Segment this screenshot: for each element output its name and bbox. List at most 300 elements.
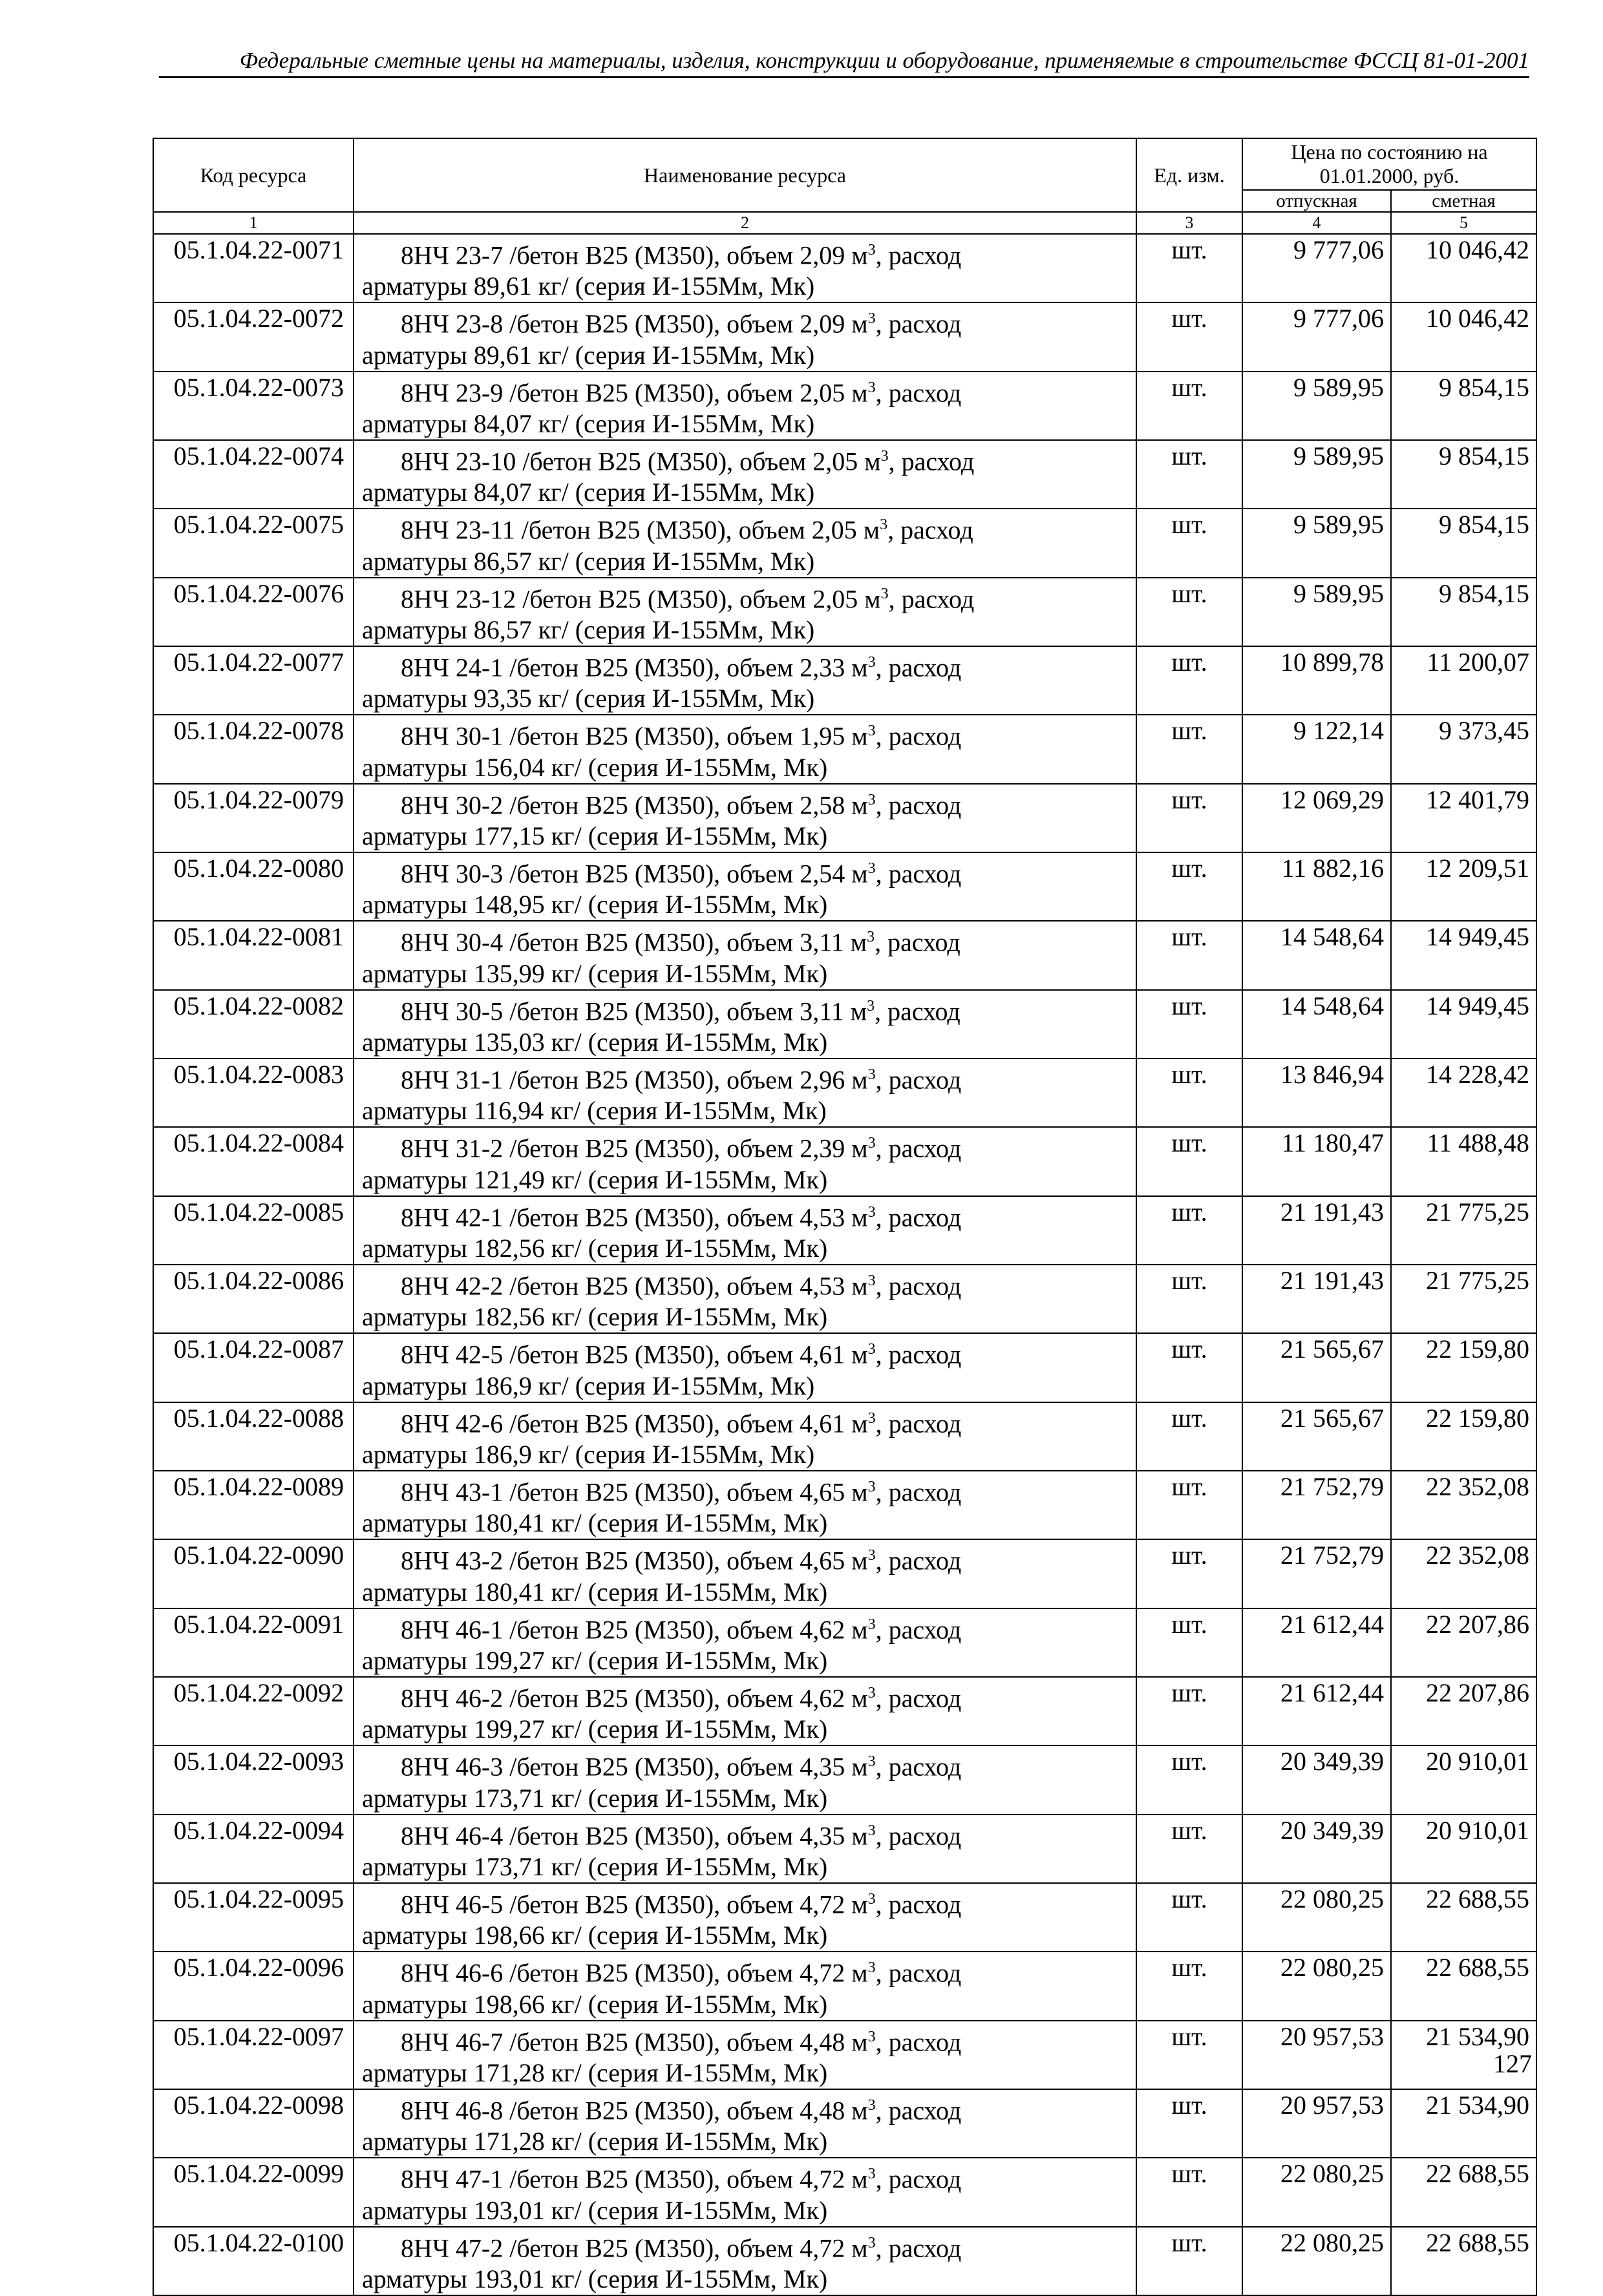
resource-name-line1: 8НЧ 47-1 /бетон В25 (М350), объем 4,72 м — [401, 2164, 868, 2194]
release-price: 21 752,79 — [1242, 1471, 1391, 1539]
unit-of-measure: шт. — [1136, 1058, 1242, 1127]
header-release-price: отпускная — [1242, 190, 1391, 212]
unit-exponent: 3 — [867, 2165, 876, 2183]
resource-name — [354, 1402, 1136, 1471]
resource-code: 05.1.04.22-0082 — [153, 990, 354, 1058]
resource-name-suffix: , расход — [875, 927, 961, 957]
resource-name-line1: 8НЧ 30-5 /бетон В25 (М350), объем 3,11 м — [401, 996, 867, 1026]
resource-code: 05.1.04.22-0087 — [153, 1333, 354, 1402]
table-row — [153, 852, 1536, 921]
resource-name — [354, 1608, 1136, 1677]
resource-name-line2: арматуры 116,94 кг/ (серия И-155Мм, Мк) — [362, 1096, 827, 1126]
resource-code: 05.1.04.22-0088 — [153, 1402, 354, 1471]
unit-exponent: 3 — [867, 859, 876, 877]
resource-name-suffix: , расход — [875, 1958, 962, 1988]
resource-name-line2: арматуры 186,9 кг/ (серия И-155Мм, Мк) — [362, 1439, 815, 1469]
unit-exponent: 3 — [867, 1890, 876, 1908]
unit-exponent: 3 — [867, 722, 876, 740]
resource-code: 05.1.04.22-0094 — [153, 1815, 354, 1883]
resource-name — [354, 2158, 1136, 2226]
estimate-price: 22 207,86 — [1391, 1677, 1536, 1745]
column-number: 2 — [354, 212, 1136, 234]
header-unit: Ед. изм. — [1136, 138, 1242, 212]
resource-code: 05.1.04.22-0079 — [153, 784, 354, 852]
resource-name-suffix: , расход — [875, 1752, 962, 1782]
resource-name-suffix: , расход — [875, 2027, 962, 2056]
resource-code: 05.1.04.22-0098 — [153, 2089, 354, 2158]
table-row — [153, 1471, 1536, 1539]
resource-name-line1: 8НЧ 30-2 /бетон В25 (М350), объем 2,58 м — [401, 790, 868, 819]
unit-exponent: 3 — [867, 1616, 876, 1633]
resource-name-suffix: , расход — [875, 790, 962, 819]
resource-name-line2: арматуры 193,01 кг/ (серия И-155Мм, Мк) — [362, 2264, 828, 2293]
unit-exponent: 3 — [867, 1066, 876, 1083]
unit-of-measure: шт. — [1136, 1883, 1242, 1952]
unit-exponent: 3 — [867, 1341, 876, 1358]
table-row — [153, 509, 1536, 577]
estimate-price: 14 949,45 — [1391, 921, 1536, 989]
resource-name-line1: 8НЧ 42-5 /бетон В25 (М350), объем 4,61 м — [401, 1340, 868, 1369]
resource-name-line2: арматуры 135,99 кг/ (серия И-155Мм, Мк) — [362, 958, 828, 988]
release-price: 21 565,67 — [1242, 1333, 1391, 1402]
estimate-price: 21 775,25 — [1391, 1265, 1536, 1333]
release-price: 22 080,25 — [1242, 2227, 1391, 2295]
resource-name — [354, 1745, 1136, 1814]
resource-name-suffix: , расход — [888, 447, 975, 476]
release-price: 20 349,39 — [1242, 1745, 1391, 1814]
resource-name-line1: 8НЧ 46-5 /бетон В25 (М350), объем 4,72 м — [401, 1890, 868, 1919]
unit-of-measure: шт. — [1136, 1471, 1242, 1539]
resource-name-suffix: , расход — [875, 1340, 962, 1369]
resource-name-line1: 8НЧ 46-1 /бетон В25 (М350), объем 4,62 м — [401, 1614, 868, 1644]
table-row — [153, 715, 1536, 783]
resource-name-suffix: , расход — [875, 1271, 962, 1301]
header-name: Наименование ресурса — [354, 138, 1136, 212]
resource-code: 05.1.04.22-0077 — [153, 646, 354, 715]
unit-exponent: 3 — [867, 1822, 876, 1839]
unit-of-measure: шт. — [1136, 1539, 1242, 1608]
unit-of-measure: шт. — [1136, 1677, 1242, 1745]
estimate-price: 11 488,48 — [1391, 1127, 1536, 1195]
resource-name — [354, 1265, 1136, 1333]
unit-of-measure: шт. — [1136, 2158, 1242, 2226]
unit-exponent: 3 — [867, 1203, 876, 1221]
unit-exponent: 3 — [880, 447, 889, 465]
table-row — [153, 2089, 1536, 2158]
resource-name-suffix: , расход — [875, 1477, 962, 1507]
release-price: 21 565,67 — [1242, 1402, 1391, 1471]
resource-name-line1: 8НЧ 24-1 /бетон В25 (М350), объем 2,33 м — [401, 653, 868, 682]
resource-code: 05.1.04.22-0093 — [153, 1745, 354, 1814]
resource-name-suffix: , расход — [875, 996, 961, 1026]
release-price: 21 191,43 — [1242, 1265, 1391, 1333]
resource-code: 05.1.04.22-0089 — [153, 1471, 354, 1539]
resource-name-line1: 8НЧ 46-3 /бетон В25 (М350), объем 4,35 м — [401, 1752, 868, 1782]
release-price: 9 777,06 — [1242, 234, 1391, 302]
unit-of-measure: шт. — [1136, 715, 1242, 783]
unit-exponent: 3 — [867, 1753, 876, 1771]
unit-exponent: 3 — [867, 2096, 876, 2114]
table-row — [153, 1127, 1536, 1195]
unit-of-measure: шт. — [1136, 1608, 1242, 1677]
resource-name-line1: 8НЧ 42-2 /бетон В25 (М350), объем 4,53 м — [401, 1271, 868, 1301]
resource-name-line2: арматуры 182,56 кг/ (серия И-155Мм, Мк) — [362, 1233, 828, 1263]
resource-name — [354, 1677, 1136, 1745]
unit-exponent: 3 — [867, 791, 876, 808]
resource-name-suffix: , расход — [875, 653, 962, 682]
resource-name — [354, 990, 1136, 1058]
release-price: 20 957,53 — [1242, 2089, 1391, 2158]
resource-code: 05.1.04.22-0096 — [153, 1952, 354, 2020]
header-code: Код ресурса — [153, 138, 354, 212]
resource-name-suffix: , расход — [875, 309, 962, 339]
unit-exponent: 3 — [867, 2234, 876, 2251]
resource-name — [354, 1058, 1136, 1127]
resource-name-line1: 8НЧ 30-3 /бетон В25 (М350), объем 2,54 м — [401, 859, 868, 889]
resource-name-suffix: , расход — [875, 721, 962, 751]
unit-exponent: 3 — [880, 585, 889, 602]
estimate-price: 11 200,07 — [1391, 646, 1536, 715]
resource-name-line1: 8НЧ 23-12 /бетон В25 (М350), объем 2,05 м — [401, 584, 881, 613]
resource-name-line1: 8НЧ 23-7 /бетон В25 (М350), объем 2,09 м — [401, 240, 868, 270]
release-price: 21 752,79 — [1242, 1539, 1391, 1608]
resource-name — [354, 784, 1136, 852]
resource-name — [354, 372, 1136, 440]
release-price: 10 899,78 — [1242, 646, 1391, 715]
unit-of-measure: шт. — [1136, 1402, 1242, 1471]
resource-code: 05.1.04.22-0100 — [153, 2227, 354, 2295]
unit-of-measure: шт. — [1136, 509, 1242, 577]
resource-name-line1: 8НЧ 23-10 /бетон В25 (М350), объем 2,05 м — [401, 447, 881, 476]
table-row — [153, 1265, 1536, 1333]
resource-name-line2: арматуры 193,01 кг/ (серия И-155Мм, Мк) — [362, 2195, 828, 2225]
resource-name — [354, 2089, 1136, 2158]
unit-exponent: 3 — [867, 2028, 876, 2045]
table-row — [153, 1952, 1536, 2020]
unit-exponent: 3 — [867, 1478, 876, 1495]
resource-name — [354, 646, 1136, 715]
resource-name — [354, 1815, 1136, 1883]
resource-name-line1: 8НЧ 30-1 /бетон В25 (М350), объем 1,95 м — [401, 721, 868, 751]
table-row — [153, 578, 1536, 646]
resource-name-line2: арматуры 198,66 кг/ (серия И-155Мм, Мк) — [362, 1921, 828, 1950]
estimate-price: 20 910,01 — [1391, 1745, 1536, 1814]
resource-name-line2: арматуры 84,07 кг/ (серия И-155Мм, Мк) — [362, 478, 815, 507]
column-number: 1 — [153, 212, 354, 234]
table-row — [153, 1883, 1536, 1952]
resource-name-line2: арматуры 86,57 кг/ (серия И-155Мм, Мк) — [362, 546, 815, 576]
unit-of-measure: шт. — [1136, 784, 1242, 852]
estimate-price: 9 854,15 — [1391, 440, 1536, 509]
unit-exponent: 3 — [867, 997, 875, 1015]
table-row — [153, 1196, 1536, 1265]
release-price: 22 080,25 — [1242, 1883, 1391, 1952]
resource-name-line2: арматуры 93,35 кг/ (серия И-155Мм, Мк) — [362, 684, 815, 713]
resource-code: 05.1.04.22-0071 — [153, 234, 354, 302]
estimate-price: 22 159,80 — [1391, 1333, 1536, 1402]
resource-code: 05.1.04.22-0078 — [153, 715, 354, 783]
resource-name-suffix: , расход — [875, 2096, 962, 2125]
resource-name-line1: 8НЧ 47-2 /бетон В25 (М350), объем 4,72 м — [401, 2233, 868, 2262]
unit-exponent: 3 — [867, 929, 875, 946]
resource-name-line2: арматуры 156,04 кг/ (серия И-155Мм, Мк) — [362, 752, 828, 782]
resource-name-line1: 8НЧ 30-4 /бетон В25 (М350), объем 3,11 м — [401, 927, 867, 957]
resource-name-line2: арматуры 89,61 кг/ (серия И-155Мм, Мк) — [362, 271, 815, 301]
unit-of-measure: шт. — [1136, 921, 1242, 989]
estimate-price: 22 352,08 — [1391, 1539, 1536, 1608]
release-price: 21 612,44 — [1242, 1677, 1391, 1745]
resource-name-suffix: , расход — [875, 240, 962, 270]
estimate-price: 22 207,86 — [1391, 1608, 1536, 1677]
resource-name-suffix: , расход — [875, 1890, 962, 1919]
table-row — [153, 1745, 1536, 1814]
resource-code: 05.1.04.22-0072 — [153, 302, 354, 371]
unit-exponent: 3 — [867, 1272, 876, 1289]
table-row — [153, 2158, 1536, 2226]
estimate-price: 21 534,90 — [1391, 2021, 1536, 2089]
resource-name-line2: арматуры 180,41 кг/ (серия И-155Мм, Мк) — [362, 1577, 828, 1606]
resource-name-line1: 8НЧ 46-8 /бетон В25 (М350), объем 4,48 м — [401, 2096, 868, 2125]
unit-of-measure: шт. — [1136, 1952, 1242, 2020]
unit-exponent: 3 — [867, 242, 876, 258]
resource-name-line1: 8НЧ 42-6 /бетон В25 (М350), объем 4,61 м — [401, 1408, 868, 1438]
unit-exponent: 3 — [867, 1547, 876, 1564]
estimate-price: 14 949,45 — [1391, 990, 1536, 1058]
release-price: 11 180,47 — [1242, 1127, 1391, 1195]
unit-of-measure: шт. — [1136, 302, 1242, 371]
resource-code: 05.1.04.22-0097 — [153, 2021, 354, 2089]
resource-name — [354, 440, 1136, 509]
table-row — [153, 1058, 1536, 1127]
column-number: 4 — [1242, 212, 1391, 234]
estimate-price: 10 046,42 — [1391, 234, 1536, 302]
resource-name-line2: арматуры 171,28 кг/ (серия И-155Мм, Мк) — [362, 2058, 828, 2087]
unit-of-measure: шт. — [1136, 646, 1242, 715]
resource-code: 05.1.04.22-0099 — [153, 2158, 354, 2226]
estimate-price: 22 688,55 — [1391, 2227, 1536, 2295]
resource-name-suffix: , расход — [875, 1820, 962, 1850]
resource-name-suffix: , расход — [875, 1065, 962, 1095]
resource-code: 05.1.04.22-0095 — [153, 1883, 354, 1952]
resource-name-line2: арматуры 177,15 кг/ (серия И-155Мм, Мк) — [362, 821, 828, 850]
release-price: 21 612,44 — [1242, 1608, 1391, 1677]
resource-name-suffix: , расход — [875, 1408, 962, 1438]
unit-exponent: 3 — [867, 379, 876, 396]
unit-exponent: 3 — [867, 1409, 876, 1427]
table-row — [153, 372, 1536, 440]
release-price: 12 069,29 — [1242, 784, 1391, 852]
release-price: 9 589,95 — [1242, 372, 1391, 440]
release-price: 14 548,64 — [1242, 921, 1391, 989]
resource-code: 05.1.04.22-0073 — [153, 372, 354, 440]
release-price: 11 882,16 — [1242, 852, 1391, 921]
release-price: 21 191,43 — [1242, 1196, 1391, 1265]
unit-of-measure: шт. — [1136, 1745, 1242, 1814]
release-price: 20 957,53 — [1242, 2021, 1391, 2089]
estimate-price: 9 373,45 — [1391, 715, 1536, 783]
resource-name-suffix: , расход — [887, 515, 973, 545]
estimate-price: 9 854,15 — [1391, 509, 1536, 577]
resource-name-suffix: , расход — [875, 1546, 962, 1575]
resource-code: 05.1.04.22-0091 — [153, 1608, 354, 1677]
header-estimate-price: сметная — [1391, 190, 1536, 212]
resource-name-line2: арматуры 199,27 кг/ (серия И-155Мм, Мк) — [362, 1645, 828, 1675]
unit-of-measure: шт. — [1136, 2089, 1242, 2158]
unit-exponent: 3 — [867, 1684, 876, 1701]
unit-exponent: 3 — [867, 310, 876, 328]
table-row — [153, 440, 1536, 509]
resource-name — [354, 921, 1136, 989]
estimate-price: 9 854,15 — [1391, 578, 1536, 646]
unit-of-measure: шт. — [1136, 372, 1242, 440]
estimate-price: 22 688,55 — [1391, 2158, 1536, 2226]
estimate-price: 22 352,08 — [1391, 1471, 1536, 1539]
estimate-price: 12 401,79 — [1391, 784, 1536, 852]
resource-name — [354, 1333, 1136, 1402]
resource-name-line1: 8НЧ 31-2 /бетон В25 (М350), объем 2,39 м — [401, 1133, 868, 1163]
resource-name-line1: 8НЧ 46-7 /бетон В25 (М350), объем 4,48 м — [401, 2027, 868, 2056]
resource-name — [354, 2021, 1136, 2089]
resource-name-suffix: , расход — [875, 2233, 962, 2262]
resource-code: 05.1.04.22-0083 — [153, 1058, 354, 1127]
unit-of-measure: шт. — [1136, 990, 1242, 1058]
resource-name-suffix: , расход — [875, 377, 962, 407]
release-price: 13 846,94 — [1242, 1058, 1391, 1127]
resource-name — [354, 234, 1136, 302]
table-row — [153, 1402, 1536, 1471]
estimate-price: 14 228,42 — [1391, 1058, 1536, 1127]
resource-name — [354, 509, 1136, 577]
release-price: 22 080,25 — [1242, 1952, 1391, 2020]
resource-name-line1: 8НЧ 23-11 /бетон В25 (М350), объем 2,05 м — [401, 515, 880, 545]
unit-exponent: 3 — [867, 653, 876, 671]
release-price: 22 080,25 — [1242, 2158, 1391, 2226]
table-body — [153, 234, 1536, 2295]
table-row — [153, 1677, 1536, 1745]
column-number: 5 — [1391, 212, 1536, 234]
resource-name — [354, 1883, 1136, 1952]
resource-name-line2: арматуры 121,49 кг/ (серия И-155Мм, Мк) — [362, 1164, 828, 1194]
release-price: 14 548,64 — [1242, 990, 1391, 1058]
resource-name-line2: арматуры 148,95 кг/ (серия И-155Мм, Мк) — [362, 890, 828, 920]
estimate-price: 10 046,42 — [1391, 302, 1536, 371]
resource-name-suffix: , расход — [888, 584, 975, 613]
page-number: 127 — [1493, 2049, 1532, 2078]
resource-name-line2: арматуры 186,9 кг/ (серия И-155Мм, Мк) — [362, 1371, 815, 1400]
table-row — [153, 1333, 1536, 1402]
resource-code: 05.1.04.22-0090 — [153, 1539, 354, 1608]
resource-code: 05.1.04.22-0080 — [153, 852, 354, 921]
running-header: Федеральные сметные цены на материалы, изделия, конструкции и оборудование, применяемые в строительстве ФССЦ 81-01-2001 — [239, 48, 1529, 73]
resource-name-line2: арматуры 199,27 кг/ (серия И-155Мм, Мк) — [362, 1714, 828, 1744]
unit-of-measure: шт. — [1136, 440, 1242, 509]
resource-code: 05.1.04.22-0092 — [153, 1677, 354, 1745]
table-row — [153, 234, 1536, 302]
resource-name-line2: арматуры 84,07 кг/ (серия И-155Мм, Мк) — [362, 408, 815, 438]
estimate-price: 9 854,15 — [1391, 372, 1536, 440]
unit-of-measure: шт. — [1136, 2227, 1242, 2295]
resource-code: 05.1.04.22-0075 — [153, 509, 354, 577]
resource-name-line1: 8НЧ 43-1 /бетон В25 (М350), объем 4,65 м — [401, 1477, 868, 1507]
resource-name — [354, 1196, 1136, 1265]
resource-code: 05.1.04.22-0074 — [153, 440, 354, 509]
resource-name-line2: арматуры 173,71 кг/ (серия И-155Мм, Мк) — [362, 1783, 828, 1813]
estimate-price: 22 688,55 — [1391, 1952, 1536, 2020]
resource-name — [354, 1127, 1136, 1195]
table-row — [153, 990, 1536, 1058]
resource-name-line1: 8НЧ 23-8 /бетон В25 (М350), объем 2,09 м — [401, 309, 868, 339]
estimate-price: 21 775,25 — [1391, 1196, 1536, 1265]
table-row — [153, 646, 1536, 715]
resource-name-suffix: , расход — [875, 2164, 962, 2194]
table-row — [153, 2021, 1536, 2089]
unit-of-measure: шт. — [1136, 1333, 1242, 1402]
unit-exponent: 3 — [880, 516, 888, 534]
resource-name — [354, 578, 1136, 646]
resource-name-line1: 8НЧ 42-1 /бетон В25 (М350), объем 4,53 м — [401, 1202, 868, 1232]
unit-of-measure: шт. — [1136, 1127, 1242, 1195]
release-price: 20 349,39 — [1242, 1815, 1391, 1883]
resource-code: 05.1.04.22-0086 — [153, 1265, 354, 1333]
resource-code: 05.1.04.22-0084 — [153, 1127, 354, 1195]
resource-name-suffix: , расход — [875, 859, 962, 889]
estimate-price: 12 209,51 — [1391, 852, 1536, 921]
resource-name-line2: арматуры 198,66 кг/ (серия И-155Мм, Мк) — [362, 1989, 828, 2019]
unit-exponent: 3 — [867, 1959, 876, 1977]
resource-name — [354, 1539, 1136, 1608]
resource-name-line1: 8НЧ 46-2 /бетон В25 (М350), объем 4,62 м — [401, 1683, 868, 1713]
column-number: 3 — [1136, 212, 1242, 234]
unit-of-measure: шт. — [1136, 578, 1242, 646]
resource-name-line2: арматуры 182,56 кг/ (серия И-155Мм, Мк) — [362, 1302, 828, 1332]
estimate-price: 22 159,80 — [1391, 1402, 1536, 1471]
resource-name-line1: 8НЧ 43-2 /бетон В25 (М350), объем 4,65 м — [401, 1546, 868, 1575]
resource-name-suffix: , расход — [875, 1133, 962, 1163]
resource-name-line2: арматуры 89,61 кг/ (серия И-155Мм, Мк) — [362, 340, 815, 370]
table-row — [153, 302, 1536, 371]
resource-name-line2: арматуры 173,71 кг/ (серия И-155Мм, Мк) — [362, 1851, 828, 1881]
estimate-price: 21 534,90 — [1391, 2089, 1536, 2158]
resource-name-line1: 8НЧ 31-1 /бетон В25 (М350), объем 2,96 м — [401, 1065, 868, 1095]
resource-name-line2: арматуры 86,57 кг/ (серия И-155Мм, Мк) — [362, 615, 815, 644]
resource-code: 05.1.04.22-0085 — [153, 1196, 354, 1265]
unit-of-measure: шт. — [1136, 2021, 1242, 2089]
table-row — [153, 2227, 1536, 2295]
resource-name — [354, 2227, 1136, 2295]
resource-name — [354, 1952, 1136, 2020]
table-row — [153, 784, 1536, 852]
resource-code: 05.1.04.22-0076 — [153, 578, 354, 646]
resource-name-line1: 8НЧ 23-9 /бетон В25 (М350), объем 2,05 м — [401, 377, 868, 407]
release-price: 9 589,95 — [1242, 509, 1391, 577]
resource-name-line2: арматуры 135,03 кг/ (серия И-155Мм, Мк) — [362, 1027, 828, 1057]
unit-of-measure: шт. — [1136, 1196, 1242, 1265]
release-price: 9 589,95 — [1242, 440, 1391, 509]
resource-name — [354, 1471, 1136, 1539]
release-price: 9 777,06 — [1242, 302, 1391, 371]
resource-name — [354, 302, 1136, 371]
resource-code: 05.1.04.22-0081 — [153, 921, 354, 989]
resource-name-line1: 8НЧ 46-6 /бетон В25 (М350), объем 4,72 м — [401, 1958, 868, 1988]
resource-name-suffix: , расход — [875, 1683, 962, 1713]
unit-of-measure: шт. — [1136, 1815, 1242, 1883]
table-row — [153, 1539, 1536, 1608]
resource-name-suffix: , расход — [875, 1202, 962, 1232]
unit-of-measure: шт. — [1136, 852, 1242, 921]
table-row — [153, 1608, 1536, 1677]
unit-of-measure: шт. — [1136, 1265, 1242, 1333]
price-table — [153, 138, 1537, 2296]
